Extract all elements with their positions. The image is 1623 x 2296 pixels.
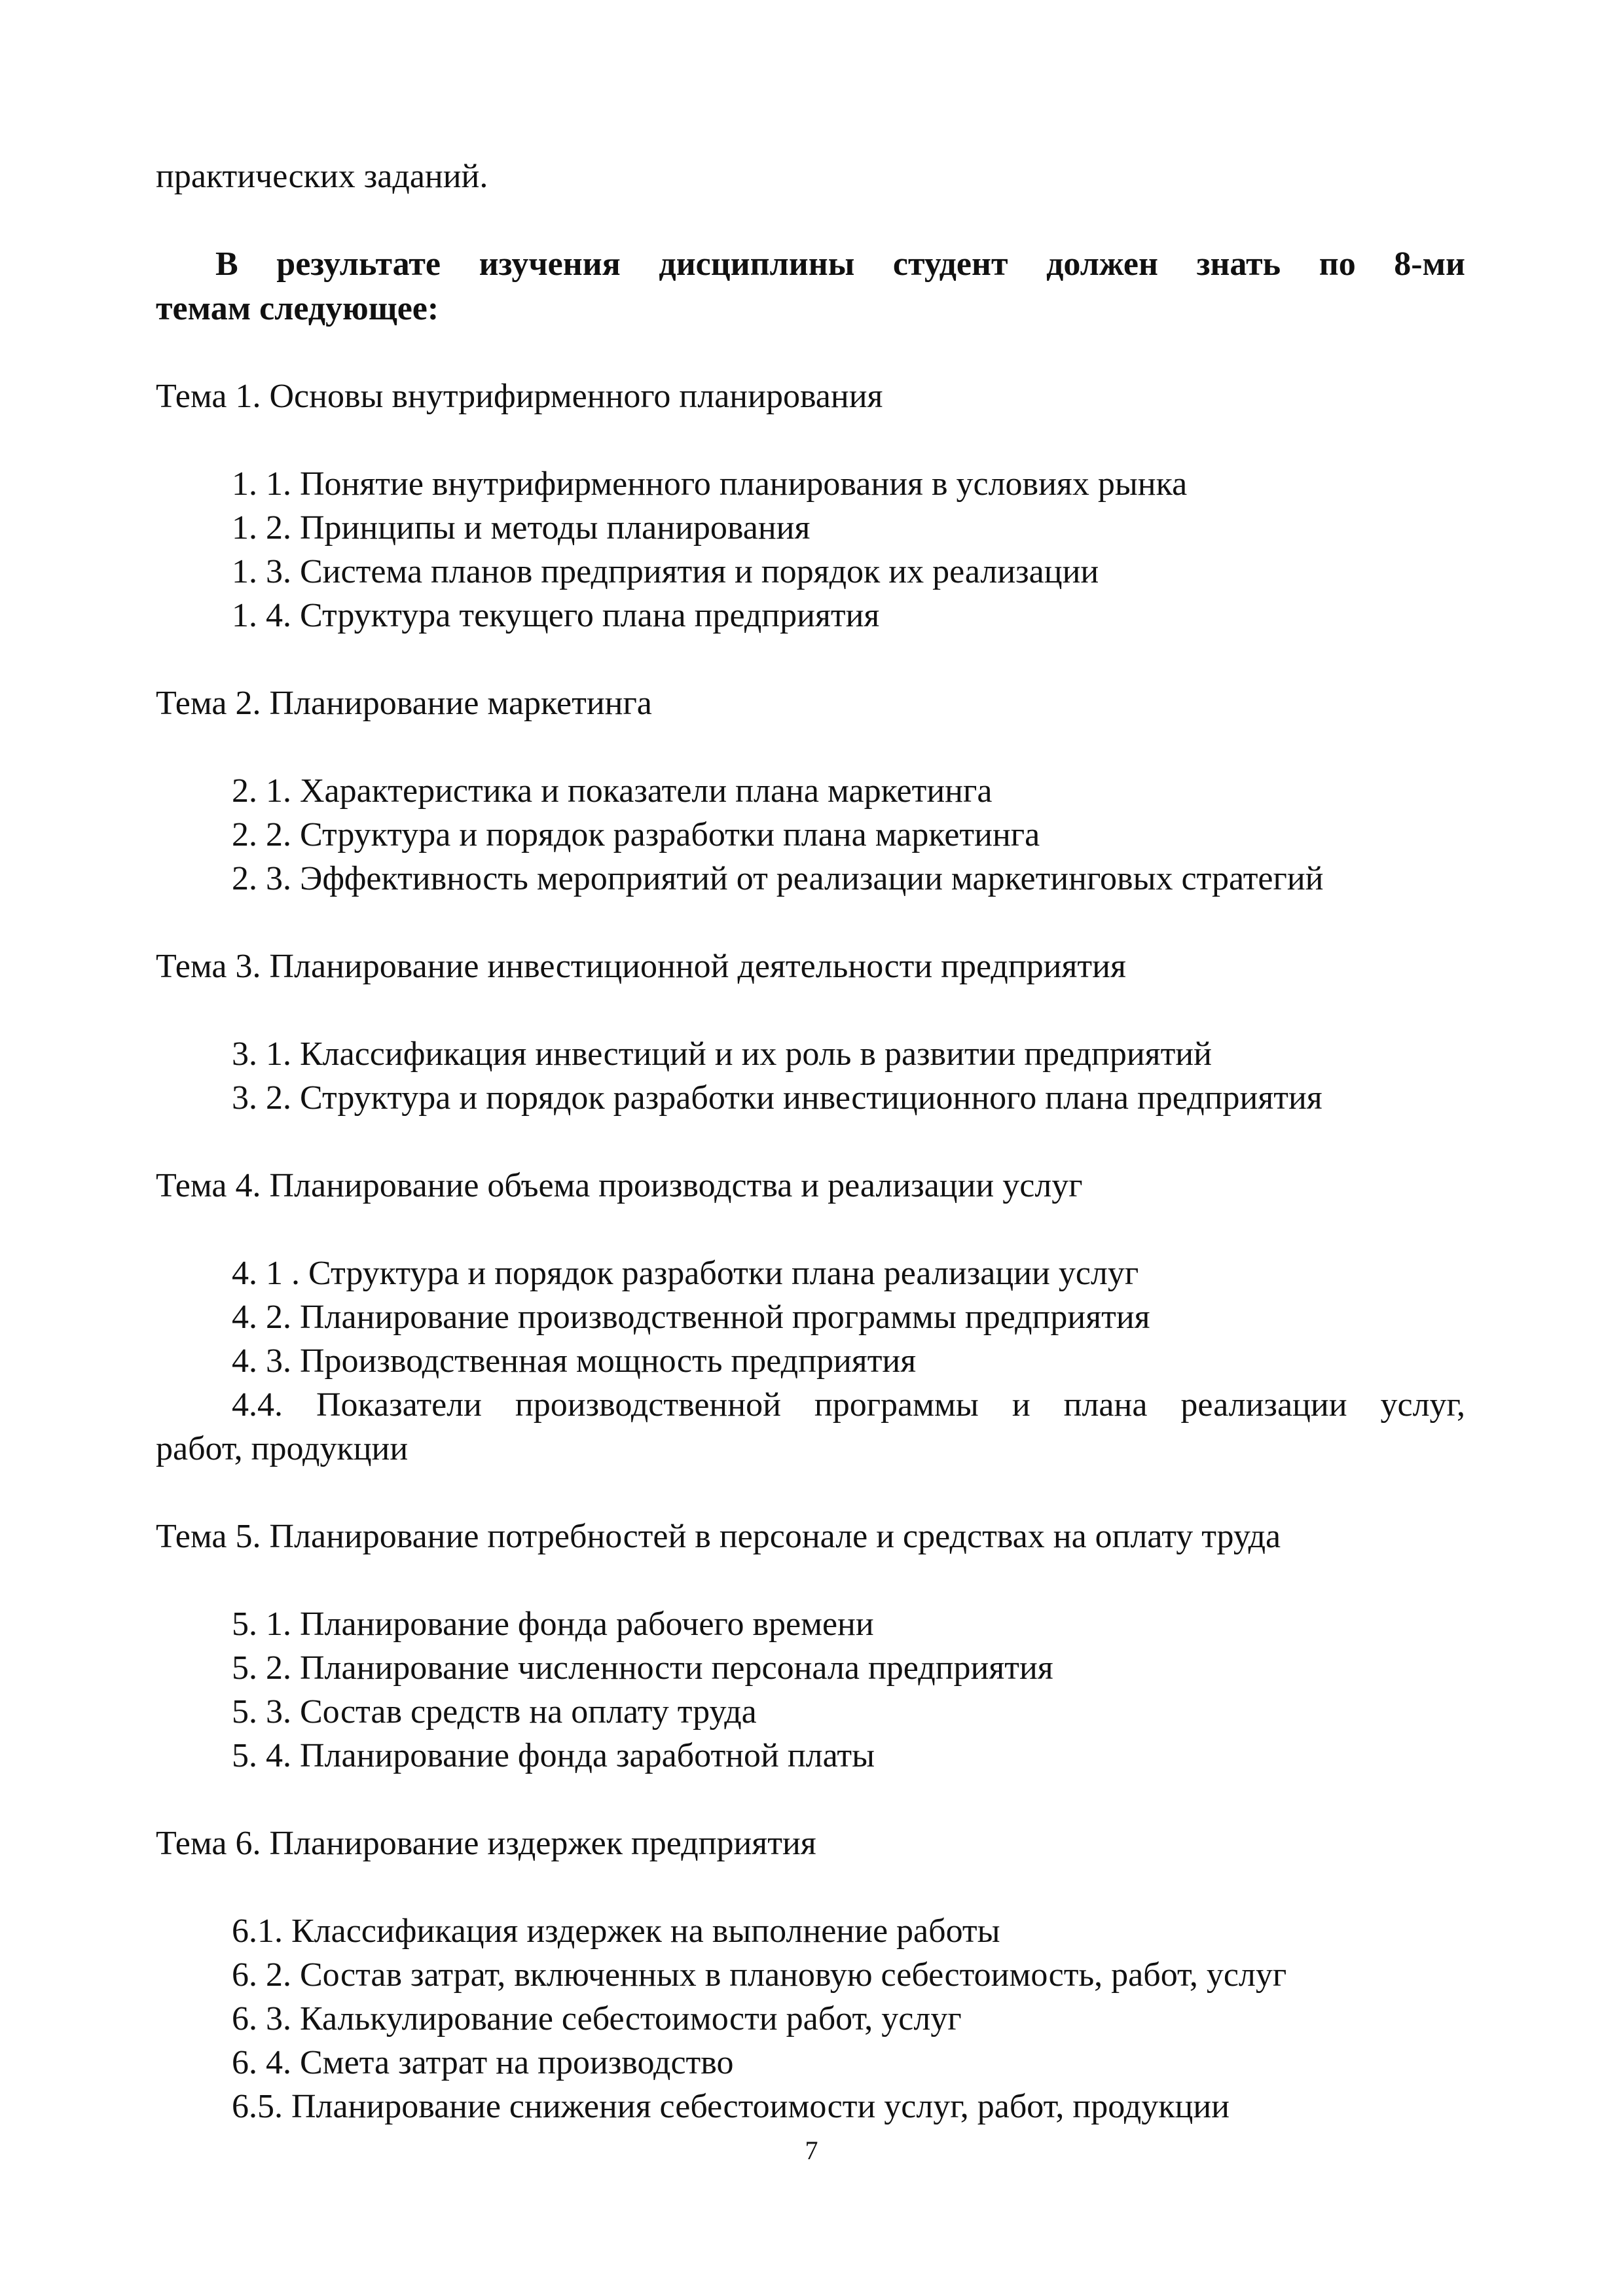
topic-6-title: Тема 6. Планирование издержек предприятия [156, 1825, 816, 1862]
topic-2-item: 2. 3. Эффективность мероприятий от реализации маркетинговых стратегий [232, 860, 1324, 897]
topic-2-item: 2. 2. Структура и порядок разработки плана маркетинга [232, 816, 1040, 853]
topic-6-item: 6. 2. Состав затрат, включенных в плановую себестоимость, работ, услуг [232, 1956, 1287, 1994]
topic-4-item: 4.4. Показатели производственной программы и плана реализации услуг, [232, 1386, 1465, 1424]
requirement-heading-line-2: темам следующее: [156, 290, 439, 327]
topic-4-item: 4. 3. Производственная мощность предприятия [232, 1342, 917, 1380]
topic-6-item: 6. 4. Смета затрат на производство [232, 2044, 734, 2081]
topic-4-item: 4. 1 . Структура и порядок разработки плана реализации услуг [232, 1255, 1139, 1292]
topic-3-item: 3. 1. Классификация инвестиций и их роль в развитии предприятий [232, 1035, 1212, 1073]
page-number: 7 [805, 2136, 818, 2165]
requirement-heading-line-1: В результате изучения дисциплины студент должен знать по 8-ми [215, 245, 1465, 283]
topic-3-item: 3. 2. Структура и порядок разработки инвестиционного плана предприятия [232, 1079, 1322, 1117]
topic-5-item: 5. 4. Планирование фонда заработной платы [232, 1737, 875, 1774]
topic-1-item: 1. 1. Понятие внутрифирменного планирования в условиях рынка [232, 465, 1188, 503]
topic-1-item: 1. 4. Структура текущего плана предприятия [232, 597, 880, 634]
topic-4-item: 4. 2. Планирование производственной программы предприятия [232, 1299, 1150, 1336]
topic-6-item: 6. 3. Калькулирование себестоимости работ, услуг [232, 2000, 962, 2037]
topic-2-title: Тема 2. Планирование маркетинга [156, 685, 652, 722]
topic-3-title: Тема 3. Планирование инвестиционной деятельности предприятия [156, 948, 1126, 985]
intro-continuation: практических заданий. [156, 158, 488, 195]
topic-1-item: 1. 3. Система планов предприятия и порядок их реализации [232, 553, 1099, 590]
topic-5-title: Тема 5. Планирование потребностей в персонале и средствах на оплату труда [156, 1518, 1281, 1555]
topic-4-title: Тема 4. Планирование объема производства и реализации услуг [156, 1167, 1083, 1204]
topic-1-title: Тема 1. Основы внутрифирменного планирования [156, 378, 883, 415]
topic-5-item: 5. 3. Состав средств на оплату труда [232, 1693, 757, 1731]
topic-4-item-continuation: работ, продукции [156, 1430, 409, 1467]
topic-1-item: 1. 2. Принципы и методы планирования [232, 509, 811, 547]
topic-5-item: 5. 2. Планирование численности персонала предприятия [232, 1649, 1053, 1687]
topic-6-item: 6.5. Планирование снижения себестоимости услуг, работ, продукции [232, 2088, 1230, 2125]
topic-2-item: 2. 1. Характеристика и показатели плана маркетинга [232, 772, 993, 810]
topic-6-item: 6.1. Классификация издержек на выполнение работы [232, 1912, 1000, 1950]
topic-5-item: 5. 1. Планирование фонда рабочего времени [232, 1605, 874, 1643]
